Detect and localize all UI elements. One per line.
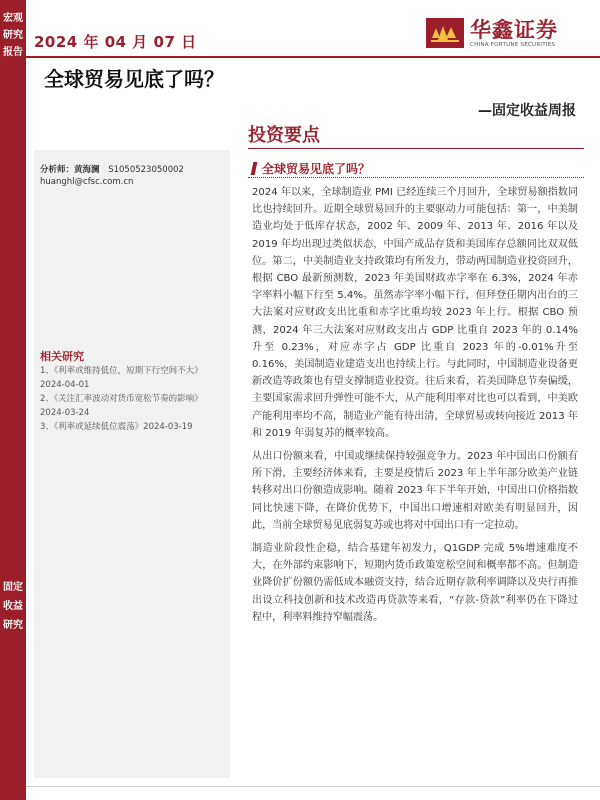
report-title: 全球贸易见底了吗？ bbox=[44, 67, 224, 91]
analyst-info bbox=[40, 163, 184, 175]
related-item[interactable]: 2、《关注汇率波动对货币宽松节奏的影响》2024-03-24 bbox=[40, 394, 203, 418]
brand-logo bbox=[426, 14, 596, 54]
report-date: 2024 年 04 月 07 日 bbox=[34, 33, 197, 51]
subheading-divider bbox=[248, 177, 584, 179]
logo-mark-icon bbox=[426, 18, 464, 48]
analyst-name: 分析师：黄海澜 bbox=[40, 165, 100, 175]
header-divider bbox=[26, 56, 600, 58]
subheading-marker bbox=[251, 162, 258, 175]
related-research-title: 相关研究 bbox=[40, 350, 84, 363]
subheading: 全球贸易见底了吗？ bbox=[262, 162, 371, 176]
section-divider bbox=[248, 148, 584, 149]
analyst-email[interactable]: huanghl@cfsc.com.cn bbox=[40, 177, 134, 187]
related-research-list bbox=[40, 364, 226, 434]
body-text bbox=[252, 184, 578, 632]
logo-text-en: CHINA FORTUNE SECURITIES bbox=[470, 42, 556, 48]
paragraph: 制造业阶段性企稳，结合基建年初发力，Q1GDP 完成 5%增速难度不大，在外部约束影响下，短期内货币政策宽松空间和概率都不高。但制造业降价扩份额仍需低成本融资支持，结合近期存款利率调降以及央行再推出设立科技创新和技术改造再贷款等来看，“存款-贷款”利率仍在下降过程中，利率料维持窄幅震荡。 bbox=[252, 543, 578, 623]
paragraph: 2024 年以来，全球制造业 PMI 已经连续三个月回升，全球贸易额指数同比也持续回升。近期全球贸易回升的主要驱动力可能包括：第一，中美制造业均处于低库存状态，2002 年、2009 年、2013 年、2016 年以及 2019 年均出现过类似状态，中国产成品存货和美国库存总额同比双双低位。第二，中美制造业支持政策均有所发力，带动两国制造业投资回升，根据 CBO 最新预测数，2023 年美国财政赤字率在 6.3%，2024 年赤字率料小幅下行至 5.4%。虽然赤字率小幅下行，但拜登任期内出台的三大法案对应财政支出比重和赤字比重均较 2023 年上行。根据 CBO 预测，2024 年三大法案对应财政支出占 GDP 比重自 2023 年的 0.14%升至 0.23%，对应赤字占 GDP 比重自 2023 年的-0.01%升至 0.16%，美国制造业建造支出也持续上行。与此同时，中国制造业设备更新改造等政策也有望支撑制造业投资。往后来看，若美国降息节奏偏缓，主要国家需求回升弹性可能不大，从产能利用率对比也可以看到，中美欧产能利用率均不高，制造业产能有待出清，全球贸易或转向接近 2013 年和 2019 年弱复苏的概率较高。 bbox=[252, 187, 578, 439]
footer-divider bbox=[26, 786, 600, 787]
related-item[interactable]: 3、《利率或延续低位震荡》2024-03-19 bbox=[40, 422, 193, 432]
section-heading: 投资要点 bbox=[248, 125, 320, 146]
paragraph: 从出口份额来看，中国或继续保持较强竞争力。2023 年中国出口份额有所下滑，主要经济体来看，主要是疫情后 2023 年上半年部分欧美产业链转移对出口份额造成影响。随着 2023 年下半年开始，中国出口价格指数同比快速下降，在降价优势下，中国出口增速相对欧美有明显回升，因此，当前全球贸易见底弱复苏或也将对中国出口有一定拉动。 bbox=[252, 451, 578, 531]
report-subtitle: —固定收益周报 bbox=[478, 103, 576, 119]
info-panel bbox=[34, 150, 230, 778]
analyst-id: S1050523050002 bbox=[108, 165, 184, 175]
sidebar-bottom-label: 固定收益研究 bbox=[3, 582, 23, 631]
sidebar-top-label: 宏观研究报告 bbox=[3, 13, 23, 58]
logo-text-cn: 华鑫证券 bbox=[470, 18, 558, 42]
related-item[interactable]: 1、《利率或维持低位，短期下行空间不大》2024-04-01 bbox=[40, 366, 203, 390]
sidebar bbox=[0, 0, 26, 800]
